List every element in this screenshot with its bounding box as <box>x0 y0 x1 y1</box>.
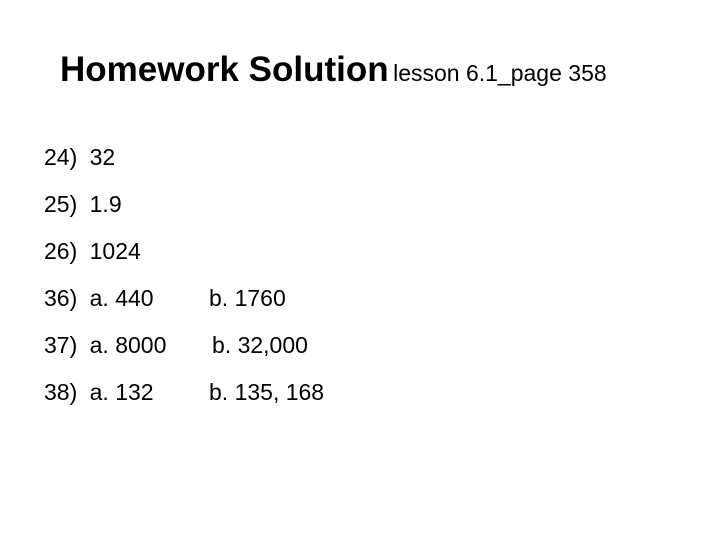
page-title <box>60 46 700 101</box>
problem-number: 38) <box>44 379 78 405</box>
title-main: Homework Solution <box>60 50 389 89</box>
problem-number: 37) <box>44 332 78 358</box>
answer-part-a: a. 8000 <box>89 332 167 358</box>
answer-part-a: a. 440 <box>89 285 154 311</box>
answer-list <box>44 134 684 416</box>
problem-number: 25) <box>44 191 78 217</box>
answer-value: 1.9 <box>89 191 122 217</box>
answer-part-b: b. 32,000 <box>212 332 308 358</box>
answer-value: 32 <box>89 144 116 170</box>
answer-row <box>44 369 684 416</box>
problem-number: 36) <box>44 285 78 311</box>
problem-number: 26) <box>44 238 78 264</box>
answer-row <box>44 134 684 181</box>
answer-row <box>44 181 684 228</box>
answer-row <box>44 228 684 275</box>
answer-part-b: b. 1760 <box>209 285 286 311</box>
answer-value: 1024 <box>89 238 141 264</box>
answer-part-b: b. 135, 168 <box>209 379 325 405</box>
title-subtitle: lesson 6.1_page 358 <box>393 60 607 86</box>
problem-number: 24) <box>44 144 78 170</box>
answer-part-a: a. 132 <box>89 379 154 405</box>
answer-row <box>44 322 684 369</box>
answer-row <box>44 275 684 322</box>
